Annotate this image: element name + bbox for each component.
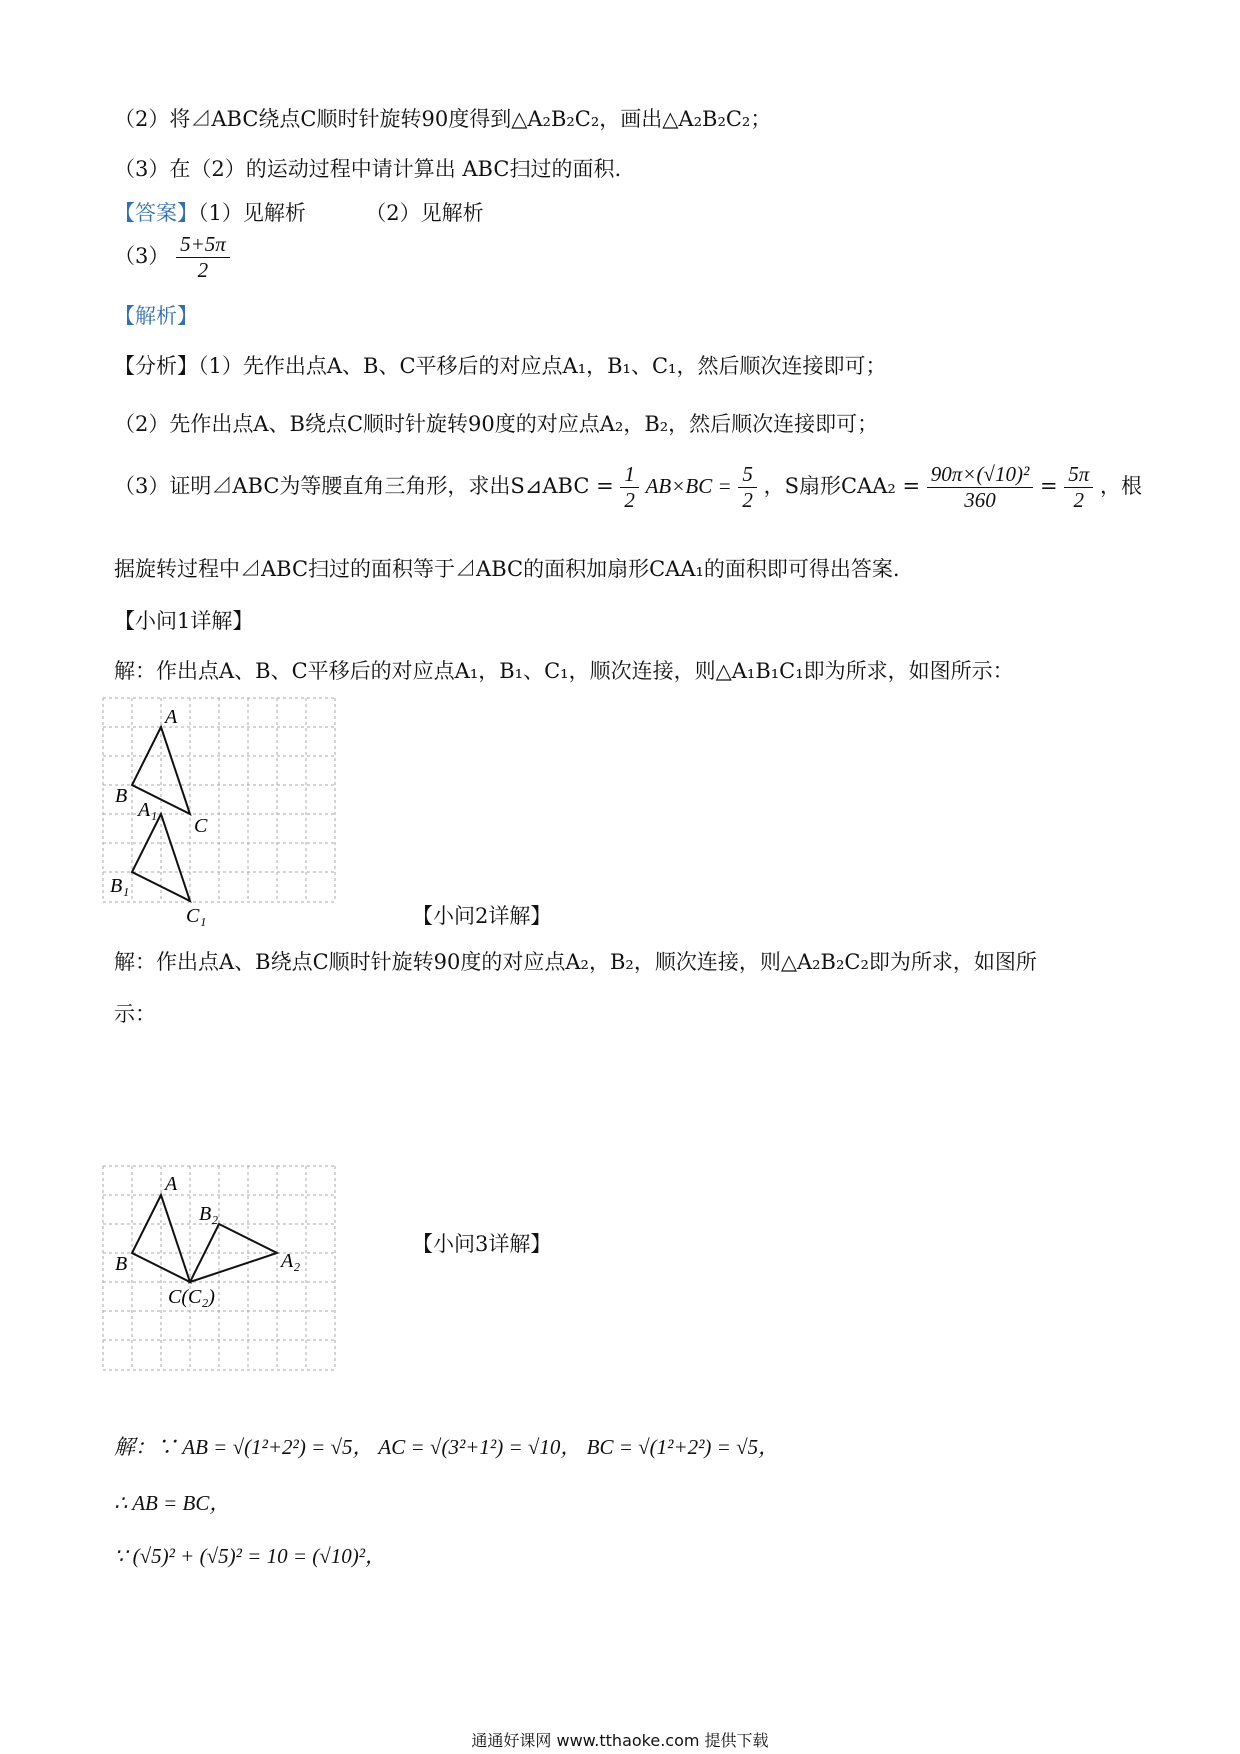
footer-text: 通通好课网 www.tthaoke.com 提供下载 [471,1731,769,1750]
answer-1: （1）见解析 [198,201,306,225]
label-a-2: A [165,1173,178,1195]
analysis-2: （2）先作出点A、B绕点C顺时针旋转90度的对应点A₂，B₂，然后顺次连接即可； [114,412,879,436]
detail-2-text: 解：作出点A、B绕点C顺时针旋转90度的对应点A₂，B₂，顺次连接，则△A₂B₂C₂即为所求，如图所 [114,950,1037,974]
five-half-numerator: 5 [738,462,757,488]
label-a: A [165,706,178,728]
label-c-c2: C(C₂) [168,1286,215,1308]
figure-1-grid [100,690,380,940]
detail-1-text: 解：作出点A、B、C平移后的对应点A₁，B₁、C₁，顺次连接，则△A₁B₁C₁即为所求，如图所示： [114,659,1014,683]
sector-denominator: 360 [964,488,996,512]
analysis-1-text: （1）先作出点A、B、C平移后的对应点A₁，B₁、C₁，然后顺次连接即可； [198,354,887,378]
analysis-3-cont: 据旋转过程中⊿ABC扫过的面积等于⊿ABC的面积加扇形CAA₁的面积即可得出答案. [114,557,900,581]
label-b: B [115,785,128,807]
answer-tag: 【答案】 [114,201,198,225]
analysis-3 [114,462,1142,513]
answer-3 [114,232,230,283]
detail-2-heading: 【小问2详解】 [412,904,552,928]
solution-line-1: 解：∵ AB = √(1²+2²) = √5， AC = √(3²+1²) = √10， BC = √(1²+2²) = √5， [114,1435,780,1459]
analysis-3-end: ，根 [1099,474,1142,498]
label-b-2: B [115,1253,128,1275]
detail-3-heading: 【小问3详解】 [412,1232,552,1256]
figure-2-grid [100,1160,380,1380]
answer-3-denominator: 2 [197,258,209,282]
five-half-denominator: 2 [742,488,753,512]
label-c: C [194,815,208,837]
label-a2: A₂ [281,1250,301,1272]
sector-numerator: 90π×(√10)² [927,462,1034,488]
sector-result-numerator: 5π [1064,462,1093,488]
solution-line-3: ∵ (√5)² + (√5)² = 10 = (√10)²， [114,1544,387,1568]
half-numerator: 1 [620,462,639,488]
half-fraction [620,462,639,513]
sector-result-denominator: 2 [1073,488,1084,512]
label-c1: C₁ [186,905,207,927]
question-2: （2）将⊿ABC绕点C顺时针旋转90度得到△A₂B₂C₂，画出△A₂B₂C₂； [114,107,772,131]
analysis-tag: 【解析】 [114,304,198,328]
answer-row [114,197,484,227]
answer-3-fraction [176,232,230,283]
triangle-a2b2c2 [190,1224,277,1282]
five-half-fraction [738,462,757,513]
half-denominator: 2 [624,488,635,512]
analysis-1 [114,350,886,380]
detail-1-heading: 【小问1详解】 [114,609,254,633]
sector-equals: = [1039,474,1058,498]
question-3: （3）在（2）的运动过程中请计算出 ABC扫过的面积. [114,157,622,181]
sector-label: ，S扇形CAA₂ = [763,474,921,498]
answer-3-prefix: （3） [114,244,170,268]
label-b1: B₁ [110,875,130,897]
analysis-label: 【分析】 [114,354,198,378]
solution-line-2: ∴ AB = BC， [114,1491,231,1515]
sector-result-fraction [1064,462,1093,513]
answer-2: （2）见解析 [365,201,484,225]
analysis-3-b: AB×BC = [645,474,732,498]
sector-fraction [927,462,1034,513]
detail-2-cont: 示： [114,1002,156,1026]
label-a1: A₁ [138,799,158,821]
answer-3-numerator: 5+5π [176,232,230,258]
analysis-3-a: （3）证明⊿ABC为等腰直角三角形，求出S⊿ABC = [114,474,614,498]
triangle-a1b1c1 [132,814,190,901]
label-b2: B₂ [199,1203,219,1225]
